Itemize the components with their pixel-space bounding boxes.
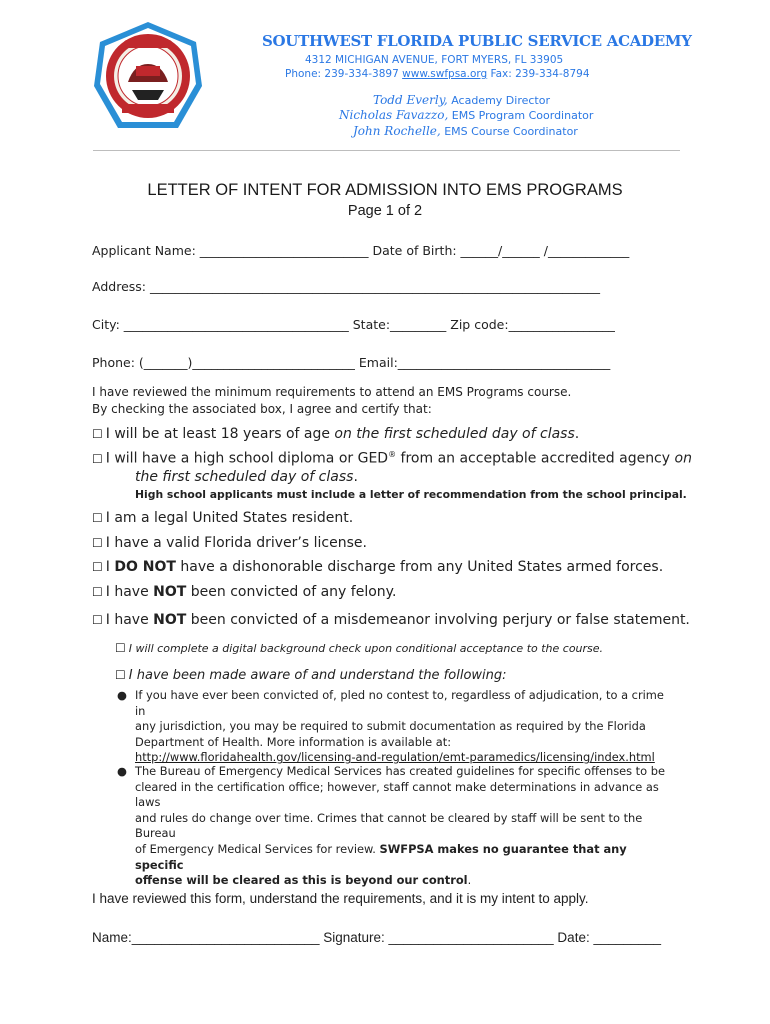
staff-name: John Rochelle, — [353, 124, 441, 138]
academy-logo — [92, 20, 204, 134]
checkbox[interactable]: ☐ — [92, 560, 103, 574]
intro-line-1: I have reviewed the minimum requirements to attend an EMS Programs course. — [92, 385, 572, 399]
checkbox[interactable]: ☐ — [92, 427, 103, 441]
check-item-felony — [92, 584, 396, 600]
contact-line — [285, 68, 590, 80]
address-field[interactable]: Address: ________________________________________________________________________ — [92, 279, 600, 294]
check-text-emphasis: the first scheduled day of class — [135, 469, 354, 485]
check-item-discharge — [92, 559, 663, 575]
check-text: I will have a high school diploma or GED — [105, 450, 389, 467]
bullet-icon: ● — [117, 764, 127, 778]
check-item-background — [115, 640, 603, 656]
check-text-emphasis: on — [674, 450, 692, 467]
phone-email-field[interactable]: Phone: (_______)__________________________ Email:__________________________________ — [92, 355, 611, 370]
check-item-license — [92, 535, 367, 551]
check-text: from an acceptable accredited agency — [396, 450, 675, 467]
check-text: I have — [105, 584, 154, 600]
phone-number: Phone: 239-334-3897 — [285, 68, 399, 80]
staff-title: Academy Director — [451, 94, 550, 107]
check-text: I have — [105, 612, 154, 628]
header-divider — [93, 150, 680, 151]
bullet-icon: ● — [117, 688, 127, 702]
check-text: I — [105, 559, 115, 575]
bullet-line: If you have ever been convicted of, pled no contest to, regardless of adjudication, to a crime in — [135, 688, 664, 718]
checkbox[interactable]: ☐ — [92, 585, 103, 599]
bullet-line: and rules do change over time. Crimes that cannot be cleared by staff will be sent to the Bureau — [135, 810, 643, 841]
staff-ems-course-coordinator — [353, 124, 578, 138]
bullet-line: cleared in the certification office; however, staff cannot make determinations in advance as laws — [135, 779, 659, 810]
check-text: I have a valid Florida driver’s license. — [105, 535, 367, 551]
health-dept-link[interactable]: http://www.floridahealth.gov/licensing-and-regulation/emt-paramedics/licensing/index.html — [135, 750, 655, 765]
bullet-line: . — [467, 873, 472, 888]
registered-mark: ® — [388, 450, 397, 459]
check-text-bold: NOT — [153, 584, 187, 600]
bullet-line-bold: SWFPSA makes no guarantee that any specific — [135, 841, 627, 872]
fax-number: Fax: 239-334-8794 — [490, 68, 590, 80]
check-item-diploma-cont — [135, 469, 358, 485]
recommendation-note: High school applicants must include a letter of recommendation from the school principal. — [135, 488, 687, 501]
signature-line[interactable]: Name:_________________________ Signature: ______________________ Date: _________ — [92, 930, 662, 945]
check-item-resident — [92, 510, 353, 526]
check-item-aware — [115, 667, 507, 683]
check-text: I will be at least 18 years of age — [105, 426, 335, 442]
bullet-line: of Emergency Medical Services for review. — [135, 841, 380, 856]
check-text: . — [574, 426, 580, 442]
city-state-zip-field[interactable]: City: ____________________________________ State:_________ Zip code:_________________ — [92, 317, 615, 332]
check-item-age — [92, 426, 579, 442]
staff-title: EMS Course Coordinator — [444, 125, 578, 138]
bullet-line: The Bureau of Emergency Medical Services has created guidelines for specific offenses to be — [135, 764, 665, 778]
checkbox[interactable]: ☐ — [92, 451, 103, 466]
bullet-conviction — [135, 688, 675, 766]
check-text-bold: NOT — [153, 612, 187, 628]
applicant-name-dob-field[interactable]: Applicant Name: ___________________________ Date of Birth: ______/______ /_____________ — [92, 243, 630, 258]
form-title: LETTER OF INTENT FOR ADMISSION INTO EMS PROGRAMS — [147, 181, 623, 199]
bullet-line: any jurisdiction, you may be required to submit documentation as required by the Florida — [135, 719, 646, 734]
check-text: I will complete a digital background check upon conditional acceptance to the course. — [128, 642, 604, 655]
checkbox[interactable]: ☐ — [92, 511, 103, 525]
staff-ems-program-coordinator — [339, 108, 593, 122]
check-item-misdemeanor — [92, 612, 690, 628]
staff-name: Todd Everly, — [373, 93, 448, 107]
staff-name: Nicholas Favazzo, — [339, 108, 449, 122]
check-item-diploma — [92, 450, 692, 467]
check-text: . — [353, 469, 358, 485]
check-text: been convicted of any felony. — [186, 584, 397, 600]
check-text: have a dishonorable discharge from any United States armed forces. — [175, 559, 664, 575]
website-link[interactable]: www.swfpsa.org — [402, 68, 488, 80]
school-address: 4312 MICHIGAN AVENUE, FORT MYERS, FL 33905 — [305, 54, 564, 66]
check-text: I am a legal United States resident. — [105, 510, 354, 526]
intent-statement: I have reviewed this form, understand the requirements, and it is my intent to apply. — [92, 891, 589, 906]
bullet-line-bold: offense will be cleared as this is beyond our control — [135, 873, 468, 888]
staff-title: EMS Program Coordinator — [451, 109, 594, 122]
check-text-emphasis: I have been made aware of and understand the following: — [128, 668, 507, 683]
staff-director — [373, 93, 550, 107]
bullet-line: Department of Health. More information is available at: — [135, 734, 452, 749]
bullet-bureau — [135, 764, 675, 889]
page-indicator: Page 1 of 2 — [347, 203, 423, 219]
intro-line-2: By checking the associated box, I agree and certify that: — [92, 402, 432, 416]
checkbox[interactable]: ☐ — [92, 536, 103, 550]
checkbox[interactable]: ☐ — [115, 668, 126, 682]
checkbox[interactable]: ☐ — [92, 613, 103, 627]
school-name: SOUTHWEST FLORIDA PUBLIC SERVICE ACADEMY — [262, 32, 692, 50]
check-text: been convicted of a misdemeanor involving perjury or false statement. — [186, 612, 690, 628]
check-text-emphasis: on the first scheduled day of class — [334, 426, 575, 442]
check-text-bold: DO NOT — [114, 559, 176, 575]
checkbox[interactable]: ☐ — [115, 641, 126, 655]
